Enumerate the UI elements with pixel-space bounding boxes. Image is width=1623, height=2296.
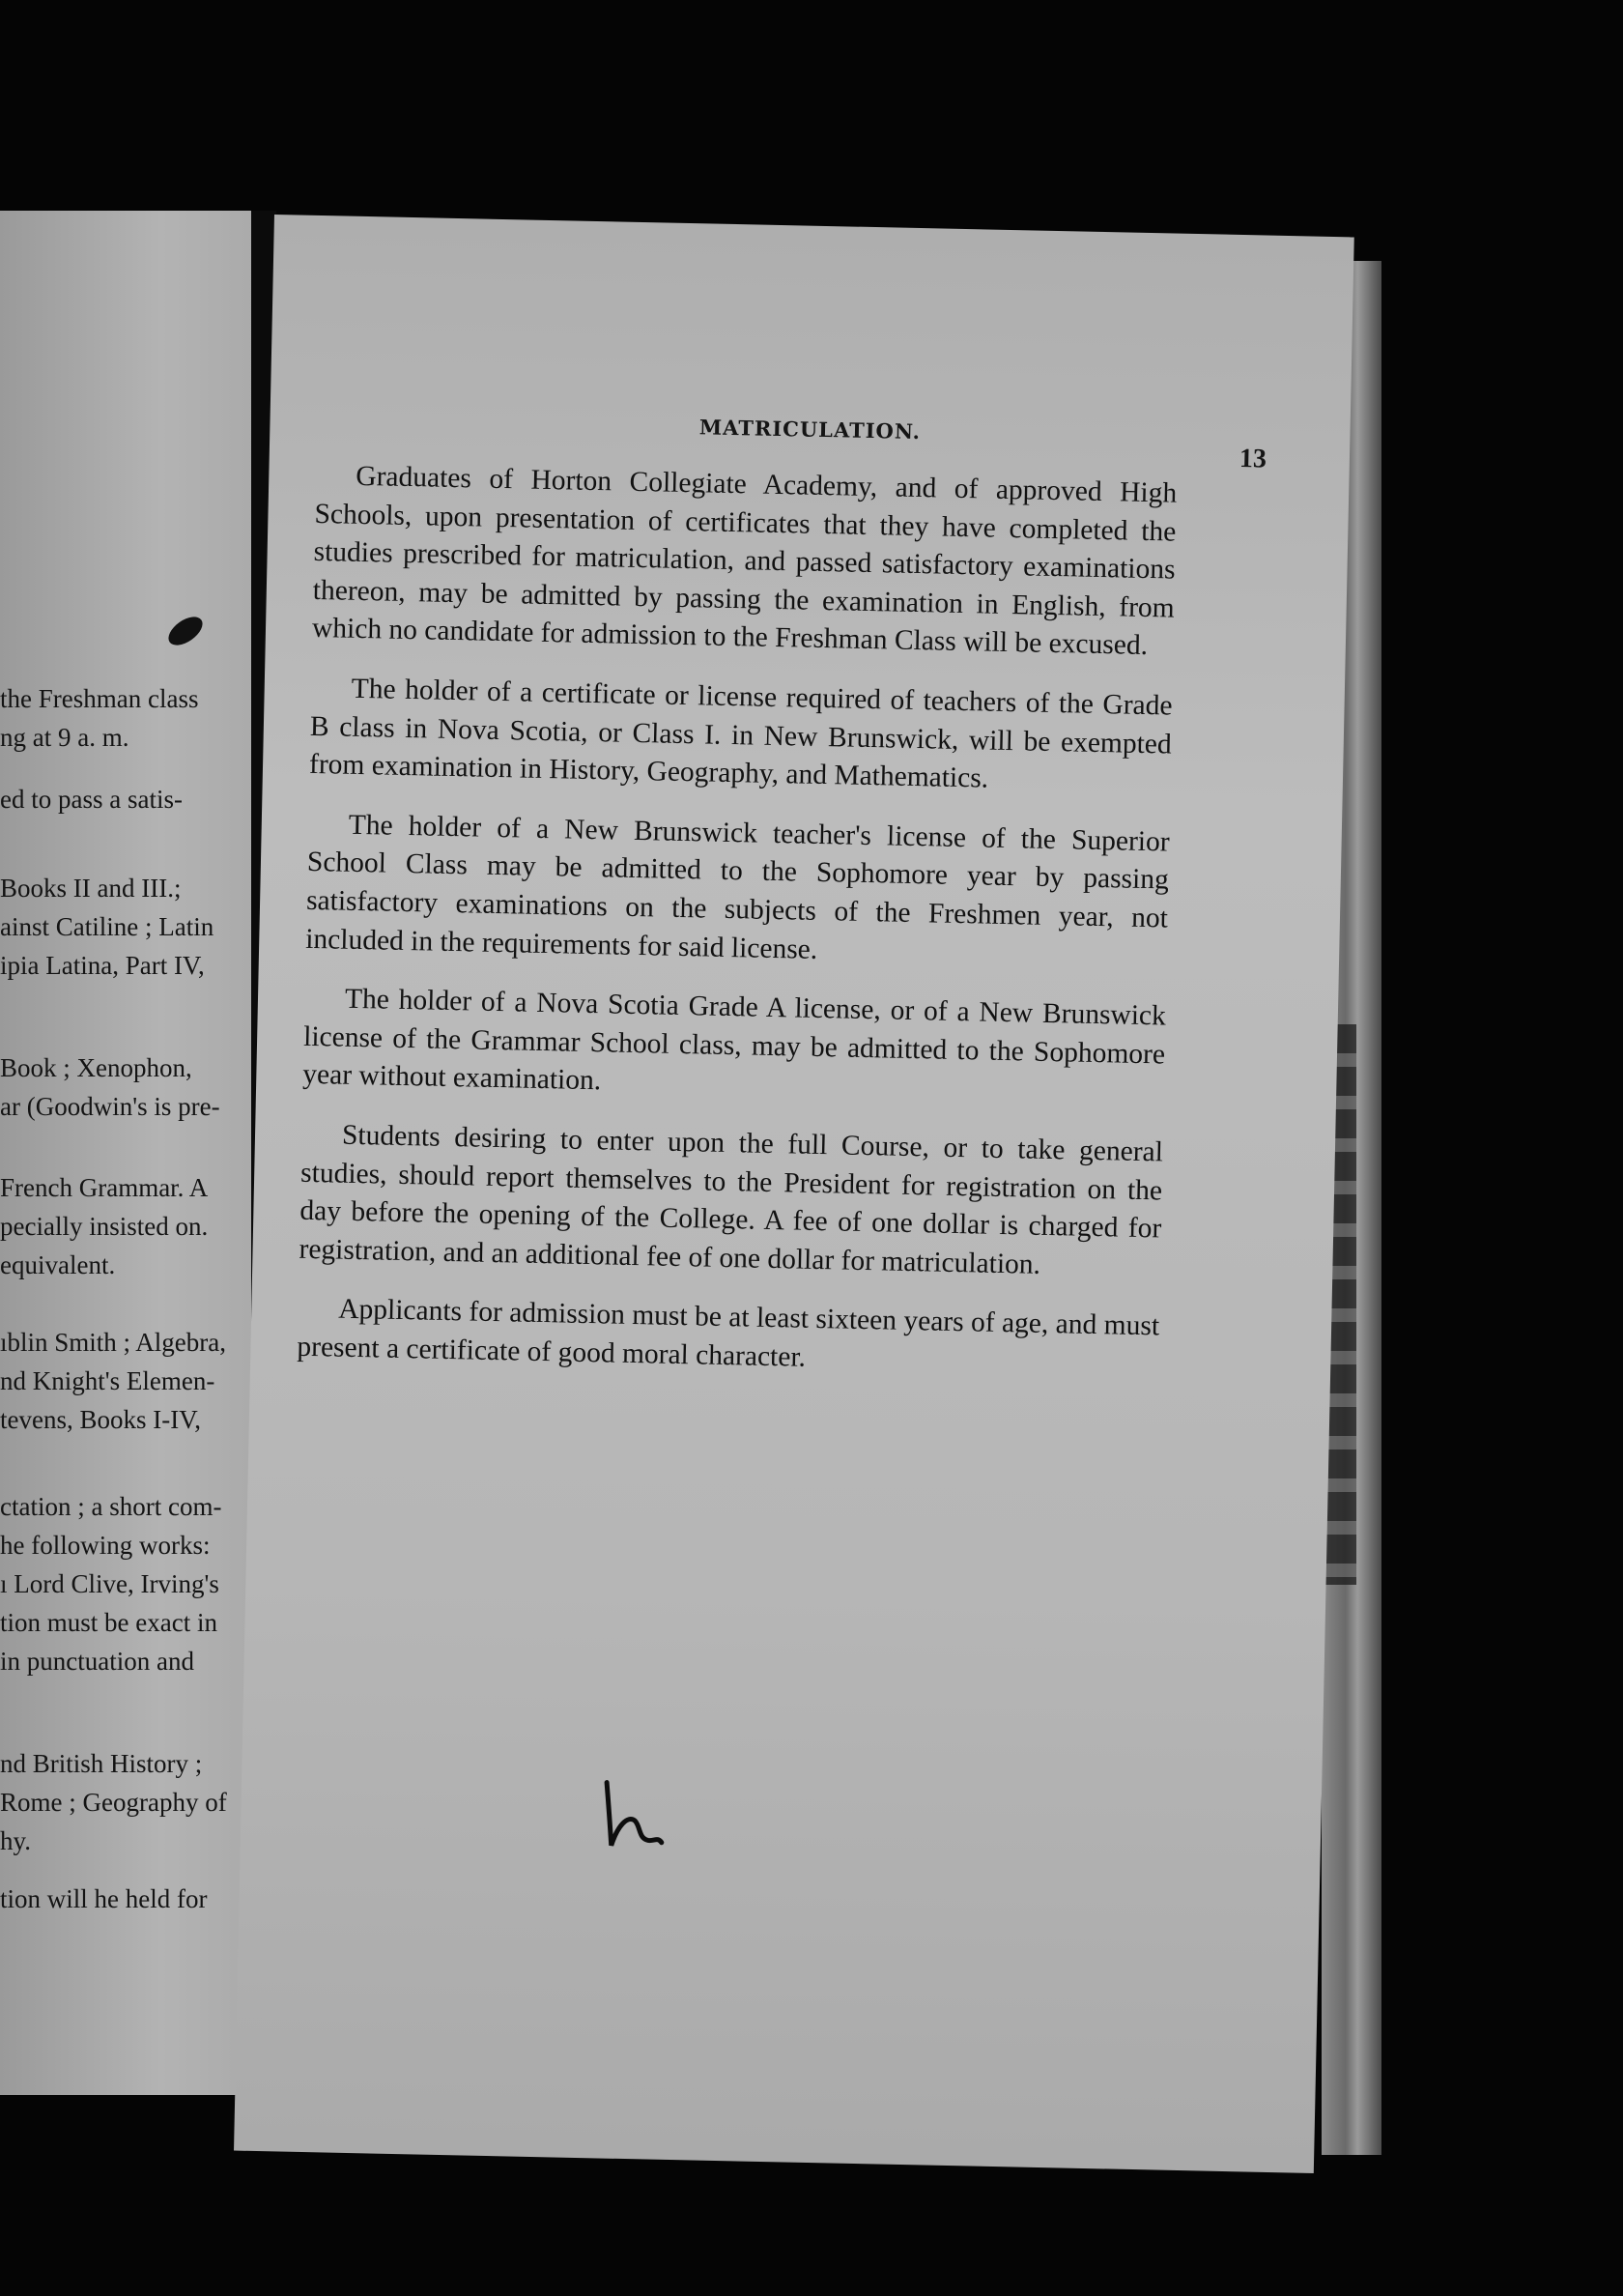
left-page-line: nd British History ;: [0, 1749, 203, 1778]
left-page-line: ainst Catiline ; Latin: [0, 912, 214, 941]
paragraph: The holder of a certificate or license required of teachers of the Grade B class in Nova Scotia, or Class I. in New Brunswick, will be exempted from examination in History, Geography, and Mathematics.: [308, 673, 1173, 794]
right-page: [234, 215, 1354, 2173]
paragraph: Applicants for admission must be at least sixteen years of age, and must present a certificate of good moral character.: [297, 1293, 1160, 1373]
ink-smudge: [163, 612, 207, 651]
left-page: [0, 211, 269, 2095]
paragraph: The holder of a New Brunswick teacher's license of the Superior School Class may be admitted to the Sophomore year by passing satisfactory examinations on the subjects of the Freshmen year, not included in the requirements for said license.: [304, 809, 1170, 965]
left-page-line: ı Lord Clive, Irving's: [0, 1569, 219, 1598]
left-page-line: ıblin Smith ; Algebra,: [0, 1328, 226, 1357]
paragraph: The holder of a Nova Scotia Grade A license, or of a New Brunswick license of the Grammar School class, may be admitted to the Sophomore year without examination.: [302, 983, 1167, 1097]
left-page-line: he following works:: [0, 1531, 211, 1560]
running-header: MATRICULATION.: [698, 415, 922, 445]
left-page-line: ctation ; a short com-: [0, 1492, 222, 1521]
left-page-line: in punctuation and: [0, 1647, 194, 1676]
left-page-line: hy.: [0, 1826, 31, 1855]
left-page-line: tevens, Books I-IV,: [0, 1405, 201, 1434]
left-page-line: tion will he held for: [0, 1884, 208, 1913]
paragraph: Graduates of Horton Collegiate Academy, and of approved High Schools, upon presentation of certificates that they have completed the studies prescribed for matriculation, and passed satisfactory examinations thereon, may be admitted by passing the examination in English, from which no candidate for admission to the Freshman Class will be excused.: [311, 460, 1178, 662]
left-page-line: ipia Latina, Part IV,: [0, 951, 205, 980]
left-page-line: Rome ; Geography of: [0, 1788, 227, 1817]
handwritten-mark: [598, 1777, 687, 1856]
body-text: [297, 457, 1178, 1406]
left-page-line: Books II and III.;: [0, 874, 182, 903]
left-page-line: equivalent.: [0, 1250, 116, 1279]
left-page-line: ng at 9 a. m.: [0, 723, 129, 752]
left-page-line: ed to pass a satis-: [0, 785, 183, 814]
left-page-line: Book ; Xenophon,: [0, 1053, 192, 1082]
left-page-line: French Grammar. A: [0, 1173, 209, 1202]
left-page-line: ar (Goodwin's is pre-: [0, 1092, 220, 1121]
paragraph: Students desiring to enter upon the full Course, or to take general studies, should report themselves to the President for registration on the day before the opening of the College. A fee of one dollar is charged for registration, and an additional fee of one dollar for matriculation.: [299, 1119, 1164, 1280]
left-page-line: pecially insisted on.: [0, 1212, 209, 1241]
left-page-line: nd Knight's Elemen-: [0, 1366, 215, 1395]
page-number: 13: [1239, 443, 1267, 474]
left-page-line: tion must be exact in: [0, 1608, 217, 1637]
left-page-line: the Freshman class: [0, 684, 199, 713]
